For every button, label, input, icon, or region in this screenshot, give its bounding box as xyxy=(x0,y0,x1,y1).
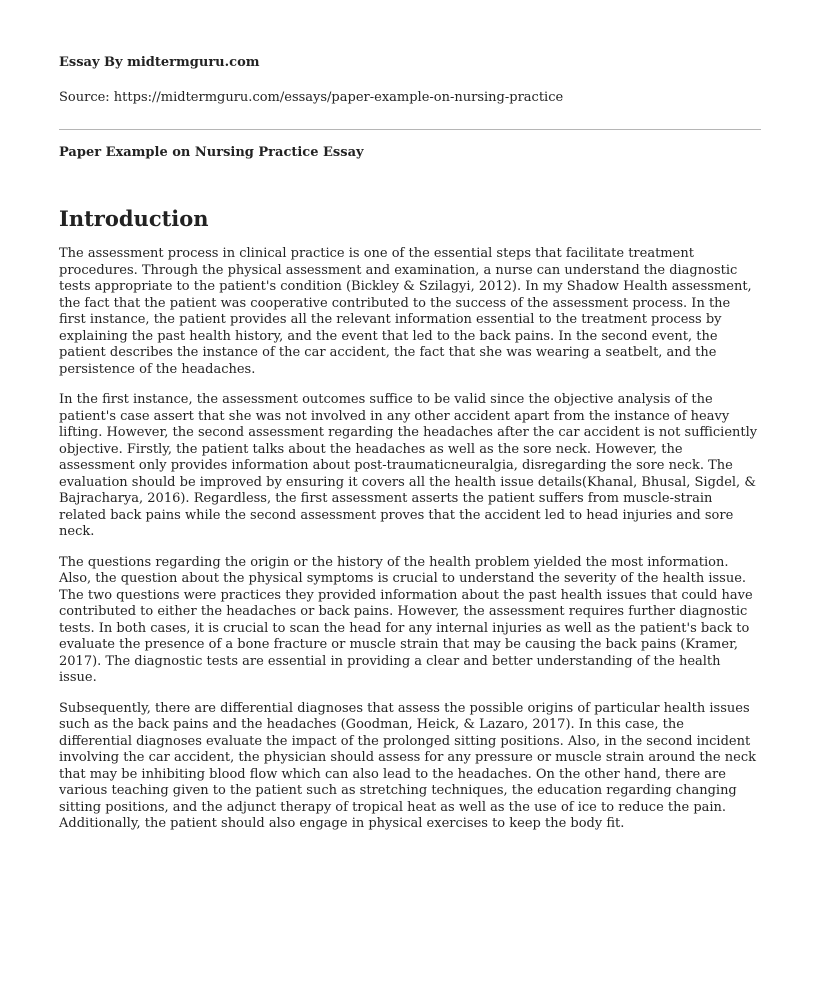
source-url: Source: https://midtermguru.com/essays/paper-example-on-nursing-practice xyxy=(59,90,564,105)
site-attribution: Essay By midtermguru.com xyxy=(59,55,260,70)
paragraph-3: The questions regarding the origin or the history of the health problem yielded the most information. Also, the question about the physical symptoms is crucial to understand the severity of the health issue. The two questions were practices they provided information about the past health issues that could have contributed to either the headaches or back pains. However, the assessment requires further diagnostic tests. In both cases, it is crucial to scan the head for any internal injuries as well as the patient's back to evaluate the presence of a bone fracture or muscle strain that may be causing the back pains (Kramer, 2017). The diagnostic tests are essential in providing a clear and better understanding of the health issue. xyxy=(59,554,753,685)
paragraph-1: The assessment process in clinical practice is one of the essential steps that facilitate treatment procedures. Through the physical assessment and examination, a nurse can understand the diagnostic tests appropriate to the patient's condition (Bickley & Szilagyi, 2012). In my Shadow Health assessment, the fact that the patient was cooperative contributed to the success of the assessment process. In the first instance, the patient provides all the relevant information essential to the treatment process by explaining the past health history, and the event that led to the back pains. In the second event, the patient describes the instance of the car accident, the fact that she was wearing a seatbelt, and the persistence of the headaches. xyxy=(59,246,752,377)
paragraph-4: Subsequently, there are differential diagnoses that assess the possible origins of particular health issues such as the back pains and the headaches (Goodman, Heick, & Lazaro, 2017). In this case, the differential diagnoses evaluate the impact of the prolonged sitting positions. Also, in the second incident involving the car accident, the physician should assess for any pressure or muscle strain around the neck that may be inhibiting blood flow which can also lead to the headaches. On the other hand, there are various teaching given to the patient such as stretching techniques, the education regarding changing sitting positions, and the adjunct therapy of tropical heat as well as the use of ice to reduce the pain. Additionally, the patient should also engage in physical exercises to keep the body fit. xyxy=(59,700,756,831)
header-divider xyxy=(59,129,761,130)
paragraph-2: In the first instance, the assessment outcomes suffice to be valid since the objective analysis of the patient's case assert that she was not involved in any other accident apart from the instance of heavy lifting. However, the second assessment regarding the headaches after the car accident is not sufficiently objective. Firstly, the patient talks about the headaches as well as the sore neck. However, the assessment only provides information about post-traumaticneuralgia, disregarding the sore neck. The evaluation should be improved by ensuring it covers all the health issue details(Khanal, Bhusal, Sigdel, & Bajracharya, 2016). Regardless, the first assessment asserts the patient suffers from muscle-strain related back pains while the second assessment proves that the accident led to head injuries and sore neck. xyxy=(59,392,758,539)
section-heading-introduction: Introduction xyxy=(59,206,209,231)
essay-title: Paper Example on Nursing Practice Essay xyxy=(59,145,364,160)
